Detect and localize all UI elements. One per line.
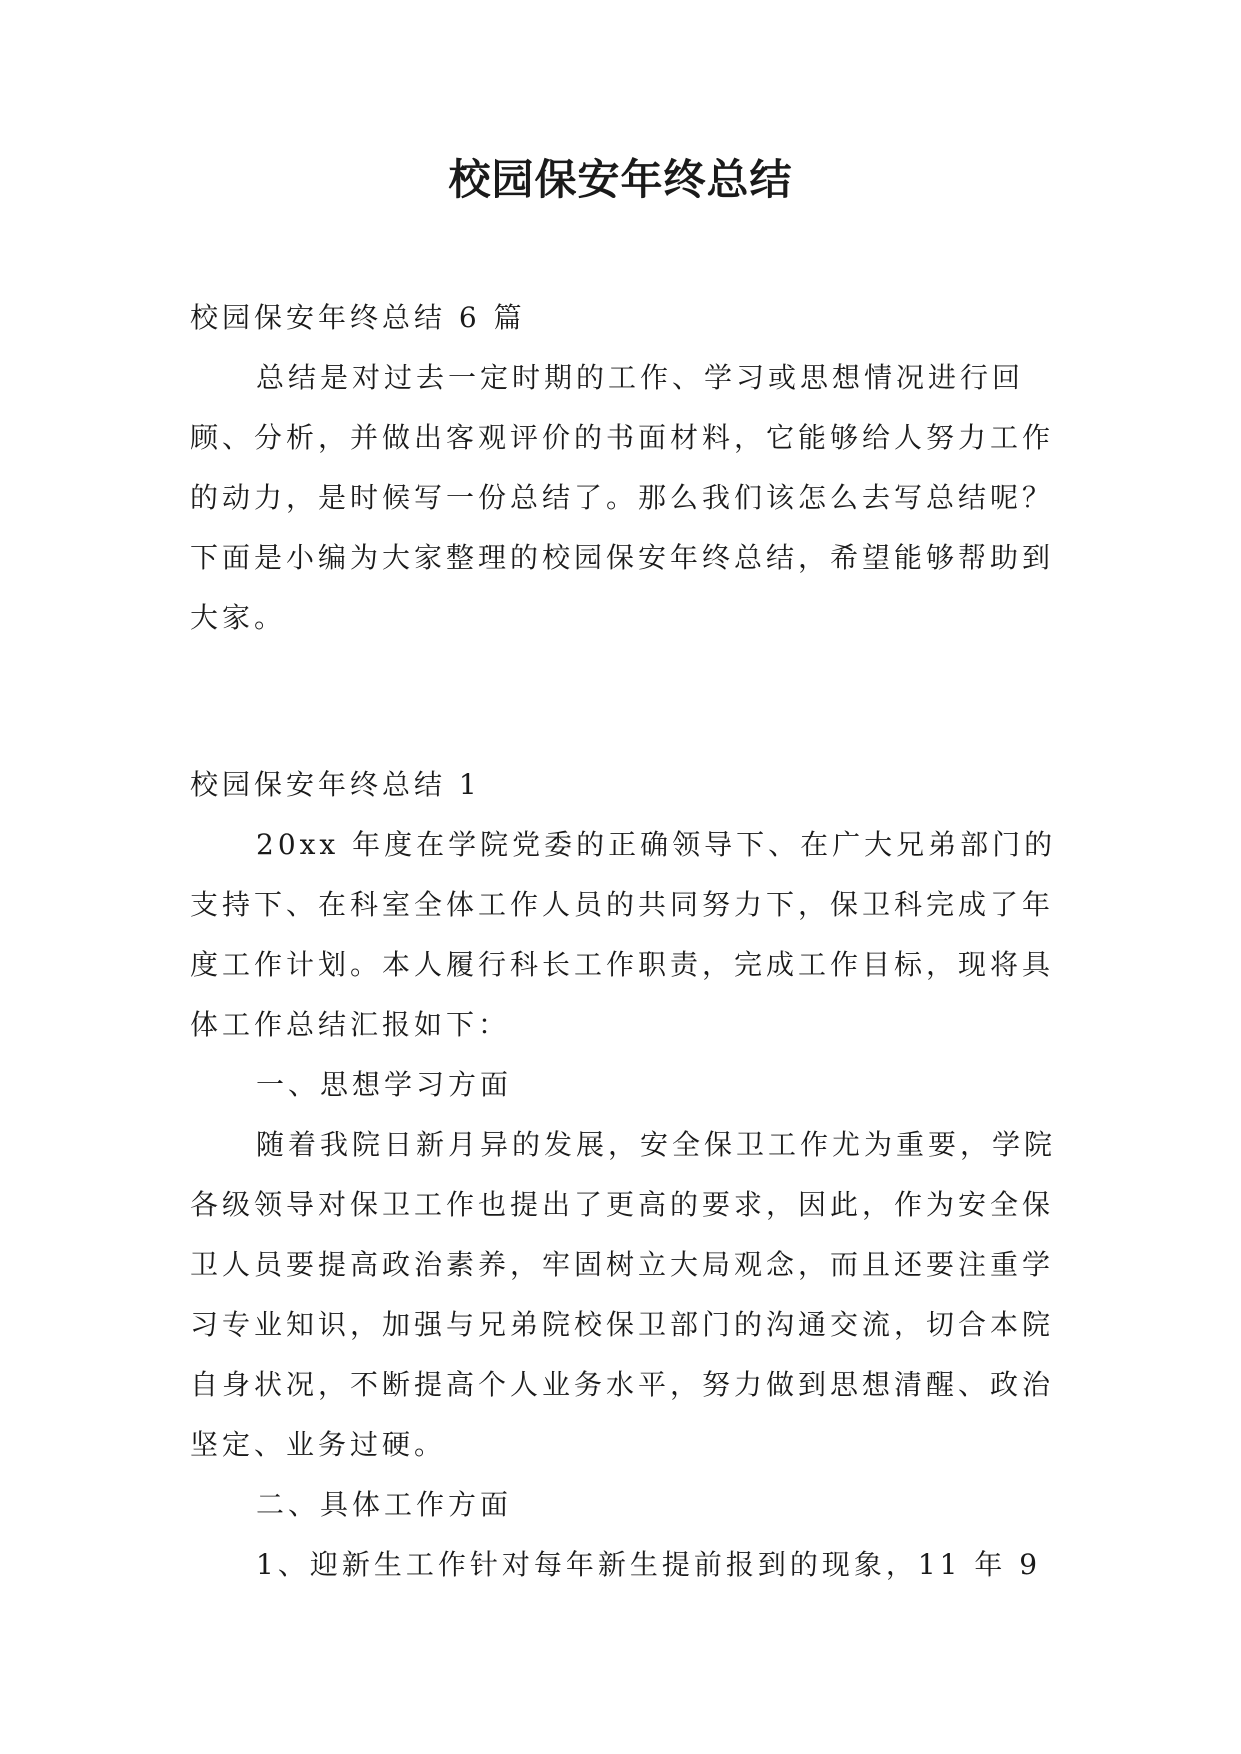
section-1-subheading-2: 二、具体工作方面 — [256, 1488, 513, 1521]
section-1-paragraph-2: 随着我院日新月异的发展，安全保卫工作尤为重要，学院各级领导对保卫工作也提出了更高的要求，因此，作为安全保卫人员要提高政治素养，牢固树立大局观念，而且还要注重学习专业知识，加强与兄弟院校保卫部门的沟通交流，切合本院自身状况，不断提高个人业务水平，努力做到思想清醒、政治坚定、业务过硬。 — [190, 1128, 1057, 1461]
document-title: 校园保安年终总结 — [448, 155, 793, 204]
section-1-subheading-1: 一、思想学习方面 — [256, 1068, 513, 1101]
section-1-heading: 校园保安年终总结 1 — [190, 768, 481, 801]
section-1-paragraph-1: 20xx 年度在学院党委的正确领导下、在广大兄弟部门的支持下、在科室全体工作人员的共同努力下，保卫科完成了年度工作计划。本人履行科长工作职责，完成工作目标，现将具体工作总结汇报如下： — [190, 828, 1057, 1041]
section-1 — [190, 755, 1060, 1595]
intro-section — [190, 288, 1060, 648]
section-1-paragraph-3: 1、迎新生工作针对每年新生提前报到的现象，11 年 9 — [256, 1548, 1042, 1581]
intro-paragraph: 总结是对过去一定时期的工作、学习或思想情况进行回顾、分析，并做出客观评价的书面材料，它能够给人努力工作的动力，是时候写一份总结了。那么我们该怎么去写总结呢？下面是小编为大家整理的校园保安年终总结，希望能够帮助到大家。 — [190, 361, 1055, 634]
intro-heading: 校园保安年终总结 6 篇 — [190, 301, 526, 334]
